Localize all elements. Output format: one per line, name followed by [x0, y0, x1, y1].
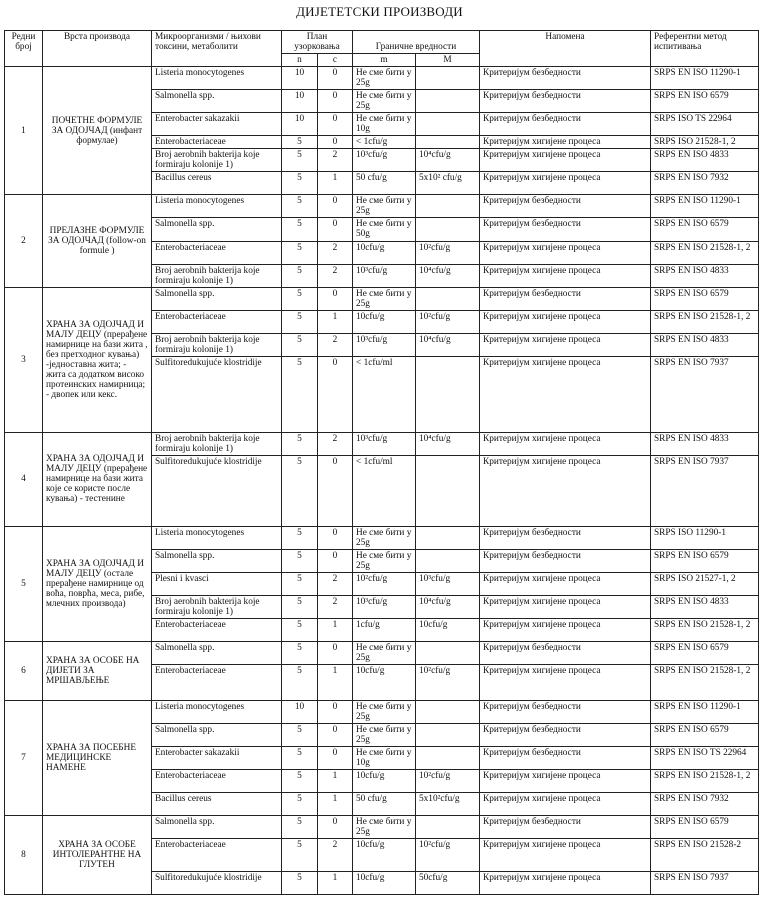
note-cell: Критеријум хигијене процеса [480, 136, 651, 149]
plan-n-cell: 5 [282, 455, 318, 526]
table-row [5, 287, 759, 310]
limit-m-cell: Не сме бити у 10g [353, 113, 416, 136]
group-number: 2 [5, 195, 43, 287]
method-cell: SRPS EN ISO 11290-1 [651, 195, 759, 218]
limit-M-cell: 10⁴cfu/g [416, 333, 480, 356]
limit-M-cell: 10⁴cfu/g [416, 149, 480, 172]
document-title: ДИЈЕТЕТСКИ ПРОИЗВОДИ [296, 4, 463, 19]
microorganism-cell: Broj aerobnih bakterija koje formiraju kolonije 1) [152, 333, 282, 356]
note-cell: Критеријум безбедности [480, 67, 651, 90]
limit-m-cell: Не сме бити у 25g [353, 287, 416, 310]
note-cell: Критеријум хигијене процеса [480, 793, 651, 816]
limit-m-cell: 10cfu/g [353, 872, 416, 895]
limit-M-cell: 10³cfu/g [416, 572, 480, 595]
method-cell: SRPS EN ISO 11290-1 [651, 67, 759, 90]
criteria-table [4, 30, 759, 895]
plan-n-cell: 5 [282, 549, 318, 572]
plan-c-cell: 1 [318, 172, 353, 195]
product-type: ХРАНА ЗА ОДОЈЧАД И МАЛУ ДЕЦУ (прерађене намирнице на бази жита , без претходног кувања) -једноставна жита; - жита са додатком високо протеинских намирница; - двопек или кекс. [43, 287, 152, 432]
method-cell: SRPS EN ISO 7937 [651, 356, 759, 432]
header-type: Врста производа [43, 31, 152, 67]
header-row [5, 31, 759, 54]
microorganism-cell: Enterobacteriaceae [152, 665, 282, 701]
plan-n-cell: 5 [282, 572, 318, 595]
limit-m-cell: 10³cfu/g [353, 333, 416, 356]
microorganism-cell: Enterobacter sakazakii [152, 113, 282, 136]
table-row [5, 526, 759, 549]
plan-c-cell: 1 [318, 793, 353, 816]
table-row [5, 816, 759, 839]
note-cell: Критеријум хигијене процеса [480, 264, 651, 287]
limit-M-cell: 10²cfu/g [416, 665, 480, 701]
limit-M-cell [416, 816, 480, 839]
plan-c-cell: 0 [318, 67, 353, 90]
plan-n-cell: 5 [282, 149, 318, 172]
limit-M-cell: 10²cfu/g [416, 310, 480, 333]
limit-m-cell: < 1cfu/g [353, 136, 416, 149]
plan-n-cell: 5 [282, 287, 318, 310]
header-c: c [318, 54, 353, 67]
note-cell: Критеријум хигијене процеса [480, 665, 651, 701]
limit-m-cell: < 1cfu/ml [353, 455, 416, 526]
plan-n-cell: 10 [282, 90, 318, 113]
table-body [5, 67, 759, 895]
limit-M-cell: 50cfu/g [416, 872, 480, 895]
header-limits: Граничне вредности [353, 31, 480, 54]
limit-m-cell: 50 cfu/g [353, 793, 416, 816]
note-cell: Критеријум хигијене процеса [480, 241, 651, 264]
limit-M-cell [416, 549, 480, 572]
microorganism-cell: Enterobacteriaceae [152, 136, 282, 149]
note-cell: Критеријум хигијене процеса [480, 149, 651, 172]
plan-n-cell: 5 [282, 839, 318, 872]
microorganism-cell: Broj aerobnih bakterija koje formiraju kolonije 1) [152, 432, 282, 455]
limit-M-cell [416, 356, 480, 432]
note-cell: Критеријум безбедности [480, 287, 651, 310]
plan-n-cell: 5 [282, 595, 318, 618]
note-cell: Критеријум безбедности [480, 218, 651, 241]
plan-n-cell: 5 [282, 136, 318, 149]
plan-n-cell: 5 [282, 333, 318, 356]
note-cell: Критеријум хигијене процеса [480, 872, 651, 895]
method-cell: SRPS EN ISO 6579 [651, 90, 759, 113]
limit-M-cell [416, 113, 480, 136]
method-cell: SRPS EN ISO 4833 [651, 149, 759, 172]
note-cell: Критеријум хигијене процеса [480, 572, 651, 595]
microorganism-cell: Enterobacteriaceae [152, 241, 282, 264]
microorganism-cell: Salmonella spp. [152, 218, 282, 241]
note-cell: Критеријум хигијене процеса [480, 595, 651, 618]
product-type: ХРАНА ЗА ОДОЈЧАД И МАЛУ ДЕЦУ (прерађене намирнице на бази жита које се користе после кувања) - тестенине [43, 432, 152, 526]
plan-c-cell: 0 [318, 113, 353, 136]
limit-M-cell: 5x10²cfu/g [416, 793, 480, 816]
method-cell: SRPS EN ISO 21528-1, 2 [651, 618, 759, 641]
limit-M-cell: 10⁴cfu/g [416, 264, 480, 287]
plan-c-cell: 0 [318, 747, 353, 770]
plan-c-cell: 0 [318, 136, 353, 149]
method-cell: SRPS EN ISO 21528-1, 2 [651, 770, 759, 793]
plan-n-cell: 5 [282, 526, 318, 549]
plan-c-cell: 1 [318, 872, 353, 895]
note-cell: Критеријум безбедности [480, 641, 651, 664]
method-cell: SRPS ISO TS 22964 [651, 113, 759, 136]
limit-M-cell [416, 641, 480, 664]
microorganism-cell: Enterobacteriaceae [152, 618, 282, 641]
plan-n-cell: 5 [282, 618, 318, 641]
limit-M-cell [416, 67, 480, 90]
plan-n-cell: 5 [282, 816, 318, 839]
plan-n-cell: 5 [282, 172, 318, 195]
limit-M-cell [416, 701, 480, 724]
method-cell: SRPS EN ISO 4833 [651, 432, 759, 455]
plan-n-cell: 5 [282, 218, 318, 241]
limit-m-cell: Не сме бити у 50g [353, 218, 416, 241]
method-cell: SRPS EN ISO 4833 [651, 264, 759, 287]
method-cell: SRPS EN ISO 6579 [651, 641, 759, 664]
note-cell: Критеријум безбедности [480, 747, 651, 770]
limit-m-cell: Не сме бити у 10g [353, 747, 416, 770]
header-method: Референтни метод испитивања [651, 31, 759, 67]
limit-m-cell: 10cfu/g [353, 310, 416, 333]
limit-M-cell [416, 747, 480, 770]
limit-m-cell: Не сме бити у 25g [353, 816, 416, 839]
method-cell: SRPS EN ISO 6579 [651, 218, 759, 241]
plan-c-cell: 2 [318, 432, 353, 455]
group-number: 8 [5, 816, 43, 895]
note-cell: Критеријум хигијене процеса [480, 333, 651, 356]
product-type: ПРЕЛАЗНЕ ФОРМУЛЕ ЗА ОДОЈЧАД (follow-on formule ) [43, 195, 152, 287]
microorganism-cell: Sulfitoredukujuće klostridije [152, 455, 282, 526]
header-M: M [416, 54, 480, 67]
limit-M-cell: 10⁴cfu/g [416, 432, 480, 455]
limit-M-cell: 10cfu/g [416, 618, 480, 641]
microorganism-cell: Salmonella spp. [152, 287, 282, 310]
note-cell: Критеријум безбедности [480, 724, 651, 747]
method-cell: SRPS EN ISO 6579 [651, 724, 759, 747]
method-cell: SRPS EN ISO 21528-2 [651, 839, 759, 872]
microorganism-cell: Sulfitoredukujuće klostridije [152, 872, 282, 895]
microorganism-cell: Enterobacter sakazakii [152, 747, 282, 770]
plan-c-cell: 2 [318, 241, 353, 264]
plan-c-cell: 1 [318, 665, 353, 701]
product-type: ХРАНА ЗА ОДОЈЧАД И МАЛУ ДЕЦУ (остале прерађене намирнице од воћа, поврћа, меса, рибе, млечних производа) [43, 526, 152, 641]
microorganism-cell: Salmonella spp. [152, 90, 282, 113]
plan-n-cell: 5 [282, 872, 318, 895]
limit-m-cell: 1cfu/g [353, 618, 416, 641]
microorganism-cell: Listeria monocytogenes [152, 195, 282, 218]
plan-c-cell: 0 [318, 218, 353, 241]
limit-M-cell: 10²cfu/g [416, 770, 480, 793]
method-cell: SRPS EN ISO 6579 [651, 287, 759, 310]
limit-M-cell [416, 724, 480, 747]
limit-M-cell [416, 136, 480, 149]
plan-c-cell: 1 [318, 618, 353, 641]
limit-m-cell: < 1cfu/ml [353, 356, 416, 432]
plan-n-cell: 10 [282, 67, 318, 90]
note-cell: Критеријум безбедности [480, 90, 651, 113]
note-cell: Критеријум безбедности [480, 816, 651, 839]
method-cell: SRPS EN ISO 4833 [651, 595, 759, 618]
header-micro: Микроорганизми / њихови токсини, метаболити [152, 31, 282, 67]
header-m: m [353, 54, 416, 67]
method-cell: SRPS EN ISO 6579 [651, 549, 759, 572]
limit-M-cell: 5x10² cfu/g [416, 172, 480, 195]
product-type: ПОЧЕТНЕ ФОРМУЛЕ ЗА ОДОЈЧАД (инфант формулае) [43, 67, 152, 195]
plan-n-cell: 10 [282, 701, 318, 724]
plan-n-cell: 5 [282, 264, 318, 287]
plan-n-cell: 5 [282, 793, 318, 816]
limit-M-cell [416, 218, 480, 241]
microorganism-cell: Broj aerobnih bakterija koje formiraju kolonije 1) [152, 595, 282, 618]
method-cell: SRPS EN ISO 21528-1, 2 [651, 310, 759, 333]
table-row [5, 195, 759, 218]
microorganism-cell: Salmonella spp. [152, 641, 282, 664]
limit-m-cell: Не сме бити у 25g [353, 67, 416, 90]
plan-c-cell: 0 [318, 701, 353, 724]
plan-n-cell: 10 [282, 113, 318, 136]
plan-n-cell: 5 [282, 641, 318, 664]
group-number: 3 [5, 287, 43, 432]
limit-m-cell: Не сме бити у 25g [353, 549, 416, 572]
limit-m-cell: 10cfu/g [353, 770, 416, 793]
limit-M-cell [416, 90, 480, 113]
limit-m-cell: 10³cfu/g [353, 149, 416, 172]
note-cell: Критеријум хигијене процеса [480, 770, 651, 793]
microorganism-cell: Broj aerobnih bakterija koje formiraju kolonije 1) [152, 149, 282, 172]
plan-c-cell: 0 [318, 549, 353, 572]
microorganism-cell: Bacillus cereus [152, 793, 282, 816]
microorganism-cell: Enterobacteriaceae [152, 839, 282, 872]
note-cell: Критеријум хигијене процеса [480, 356, 651, 432]
microorganism-cell: Sulfitoredukujuće klostridije [152, 356, 282, 432]
microorganism-cell: Salmonella spp. [152, 549, 282, 572]
plan-c-cell: 2 [318, 264, 353, 287]
microorganism-cell: Listeria monocytogenes [152, 67, 282, 90]
note-cell: Критеријум безбедности [480, 701, 651, 724]
note-cell: Критеријум хигијене процеса [480, 839, 651, 872]
limit-M-cell [416, 526, 480, 549]
limit-m-cell: 10³cfu/g [353, 595, 416, 618]
table-row [5, 701, 759, 724]
plan-c-cell: 0 [318, 195, 353, 218]
method-cell: SRPS EN ISO 7932 [651, 793, 759, 816]
limit-m-cell: Не сме бити у 25g [353, 195, 416, 218]
limit-m-cell: Не сме бити у 25g [353, 526, 416, 549]
note-cell: Критеријум безбедности [480, 195, 651, 218]
limit-m-cell: 10cfu/g [353, 665, 416, 701]
note-cell: Критеријум хигијене процеса [480, 618, 651, 641]
method-cell: SRPS EN ISO 4833 [651, 333, 759, 356]
header-plan: План узорковања [282, 31, 353, 54]
limit-M-cell [416, 287, 480, 310]
plan-c-cell: 2 [318, 595, 353, 618]
plan-c-cell: 0 [318, 816, 353, 839]
limit-m-cell: 10cfu/g [353, 839, 416, 872]
limit-M-cell: 10²cfu/g [416, 241, 480, 264]
table-row [5, 432, 759, 455]
product-type: ХРАНА ЗА ПОСЕБНЕ МЕДИЦИНСКЕ НАМЕНЕ [43, 701, 152, 816]
note-cell: Критеријум хигијене процеса [480, 432, 651, 455]
plan-c-cell: 2 [318, 839, 353, 872]
method-cell: SRPS ISO 11290-1 [651, 526, 759, 549]
group-number: 5 [5, 526, 43, 641]
product-type: ХРАНА ЗА ОСОБЕ ИНТОЛЕРАНТНЕ НА ГЛУТЕН [43, 816, 152, 895]
plan-c-cell: 0 [318, 356, 353, 432]
plan-c-cell: 2 [318, 149, 353, 172]
method-cell: SRPS ISO 21527-1, 2 [651, 572, 759, 595]
limit-m-cell: Не сме бити у 25g [353, 724, 416, 747]
note-cell: Критеријум хигијене процеса [480, 172, 651, 195]
group-number: 6 [5, 641, 43, 700]
method-cell: SRPS EN ISO 6579 [651, 816, 759, 839]
method-cell: SRPS EN ISO 11290-1 [651, 701, 759, 724]
method-cell: SRPS EN ISO 21528-1, 2 [651, 665, 759, 701]
method-cell: SRPS ISO 21528-1, 2 [651, 136, 759, 149]
limit-m-cell: 10³cfu/g [353, 264, 416, 287]
group-number: 4 [5, 432, 43, 526]
header-note: Напомена [480, 31, 651, 67]
plan-c-cell: 1 [318, 770, 353, 793]
limit-M-cell: 10²cfu/g [416, 839, 480, 872]
limit-m-cell: 10³cfu/g [353, 432, 416, 455]
microorganism-cell: Salmonella spp. [152, 724, 282, 747]
plan-c-cell: 1 [318, 310, 353, 333]
microorganism-cell: Broj aerobnih bakterija koje formiraju kolonije 1) [152, 264, 282, 287]
plan-n-cell: 5 [282, 724, 318, 747]
plan-c-cell: 2 [318, 333, 353, 356]
plan-n-cell: 5 [282, 241, 318, 264]
plan-n-cell: 5 [282, 356, 318, 432]
table-row [5, 641, 759, 664]
method-cell: SRPS EN ISO 7932 [651, 172, 759, 195]
microorganism-cell: Enterobacteriaceae [152, 310, 282, 333]
microorganism-cell: Bacillus cereus [152, 172, 282, 195]
group-number: 7 [5, 701, 43, 816]
plan-n-cell: 5 [282, 310, 318, 333]
plan-n-cell: 5 [282, 770, 318, 793]
plan-c-cell: 0 [318, 287, 353, 310]
note-cell: Критеријум безбедности [480, 113, 651, 136]
note-cell: Критеријум хигијене процеса [480, 310, 651, 333]
plan-n-cell: 5 [282, 665, 318, 701]
microorganism-cell: Listeria monocytogenes [152, 701, 282, 724]
limit-M-cell: 10⁴cfu/g [416, 595, 480, 618]
header-no: Редни број [5, 31, 43, 67]
limit-m-cell: 10²cfu/g [353, 572, 416, 595]
table-row [5, 67, 759, 90]
limit-m-cell: 10cfu/g [353, 241, 416, 264]
note-cell: Критеријум безбедности [480, 526, 651, 549]
method-cell: SRPS EN ISO 21528-1, 2 [651, 241, 759, 264]
group-number: 1 [5, 67, 43, 195]
plan-c-cell: 0 [318, 526, 353, 549]
plan-n-cell: 5 [282, 747, 318, 770]
microorganism-cell: Plesni i kvasci [152, 572, 282, 595]
limit-m-cell: Не сме бити у 25g [353, 701, 416, 724]
limit-m-cell: Не сме бити у 25g [353, 641, 416, 664]
plan-c-cell: 2 [318, 572, 353, 595]
microorganism-cell: Salmonella spp. [152, 816, 282, 839]
method-cell: SRPS EN ISO 7937 [651, 872, 759, 895]
plan-c-cell: 0 [318, 455, 353, 526]
method-cell: SRPS EN ISO 7937 [651, 455, 759, 526]
plan-c-cell: 0 [318, 724, 353, 747]
note-cell: Критеријум безбедности [480, 549, 651, 572]
plan-c-cell: 0 [318, 641, 353, 664]
limit-M-cell [416, 455, 480, 526]
method-cell: SRPS EN ISO TS 22964 [651, 747, 759, 770]
plan-n-cell: 5 [282, 195, 318, 218]
note-cell: Критеријум хигијене процеса [480, 455, 651, 526]
plan-n-cell: 5 [282, 432, 318, 455]
microorganism-cell: Enterobacteriaceae [152, 770, 282, 793]
plan-c-cell: 0 [318, 90, 353, 113]
limit-M-cell [416, 195, 480, 218]
limit-m-cell: Не сме бити у 25g [353, 90, 416, 113]
header-n: n [282, 54, 318, 67]
limit-m-cell: 50 cfu/g [353, 172, 416, 195]
product-type: ХРАНА ЗА ОСОБЕ НА ДИЈЕТИ ЗА МРШАВЉЕЊЕ [43, 641, 152, 700]
microorganism-cell: Listeria monocytogenes [152, 526, 282, 549]
